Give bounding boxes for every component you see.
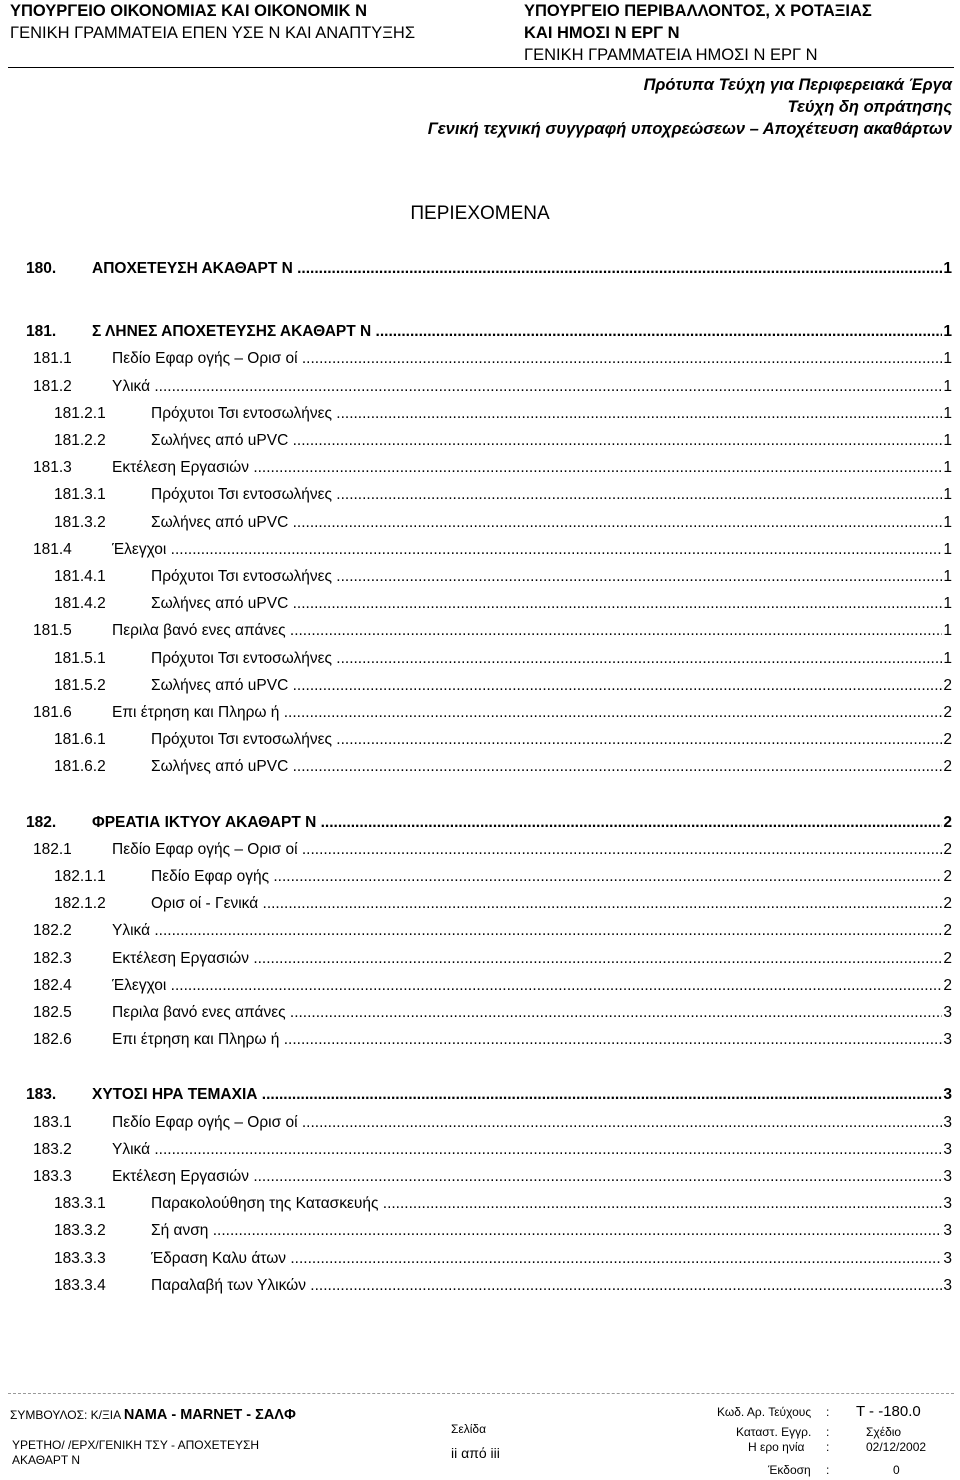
toc-entry[interactable] (0, 948, 960, 970)
toc-entry-page: 2 (942, 675, 952, 697)
ministry-environment: ΥΠΟΥΡΓΕΙΟ ΠΕΡΙΒΑΛΛΟΝΤΟΣ, Χ ΡΟΤΑΞΙΑΣ (524, 2, 872, 20)
toc-entry-title: Υλικά ..... (112, 1139, 942, 1161)
toc-entry-number: 181.5.1 (54, 649, 106, 667)
toc-entry-title: Περιλα βανό ενες απάνες ..... (112, 1002, 942, 1024)
catalog-value: Σχέδιο (866, 1425, 902, 1439)
toc-entry[interactable] (0, 812, 960, 834)
edition-value: 0 (893, 1463, 900, 1477)
toc-entry-title: Επι έτρηση και Πληρω ή ..... (112, 702, 942, 724)
toc-entry-page: 2 (942, 729, 952, 751)
toc-entry-title: Εκτέλεση Εργασιών ..... (112, 457, 942, 479)
toc-entry[interactable] (0, 975, 960, 997)
toc-entry-title: Πρόχυτοι Τσι εντοσωλήνες ..... (151, 566, 942, 588)
doc-type-title: Τεύχη δη οπράτησης (787, 98, 952, 116)
toc-entry-title: Σή ανση ..... (151, 1220, 942, 1242)
toc-entry[interactable] (0, 539, 960, 561)
toc-entry-page: 3 (942, 1166, 952, 1188)
code-colon: : (826, 1405, 830, 1419)
header-left (10, 0, 415, 44)
page-footer (0, 1400, 960, 1480)
toc-entry-page: 1 (942, 321, 952, 343)
toc-entry-number: 182.1 (33, 840, 72, 858)
toc-entry-number: 183.3.3 (54, 1249, 106, 1267)
toc-entry-page: 3 (942, 1112, 952, 1134)
toc-entry[interactable] (0, 675, 960, 697)
toc-entry-number: 181.6.2 (54, 758, 106, 776)
toc-entry-title: Έλεγχοι ..... (112, 975, 942, 997)
code-value: Τ - -180.0 (856, 1403, 921, 1420)
toc-entry-number: 182.4 (33, 976, 72, 994)
toc-entry-page: 1 (942, 376, 952, 398)
toc-entry-number: 182. (26, 813, 57, 831)
toc-entry-number: 183.3.1 (54, 1195, 106, 1213)
toc-entry[interactable] (0, 1002, 960, 1024)
header-right (524, 0, 872, 66)
toc-entry[interactable] (0, 1139, 960, 1161)
toc-entry-page: 2 (942, 702, 952, 724)
footer-divider (8, 1393, 954, 1394)
toc-entry-title: Πρόχυτοι Τσι εντοσωλήνες ..... (151, 648, 942, 670)
toc-entry-page: 2 (942, 948, 952, 970)
toc-entry[interactable] (0, 457, 960, 479)
toc-heading: ΠΕΡΙΕΧΟΜΕΝΑ (410, 203, 550, 224)
toc-entry-page: 1 (942, 566, 952, 588)
toc-entry-page: 2 (942, 866, 952, 888)
toc-entry[interactable] (0, 512, 960, 534)
toc-entry-page: 1 (942, 348, 952, 370)
toc-entry-page: 2 (942, 812, 952, 834)
toc-entry-number: 180. (26, 260, 57, 277)
toc-entry-title: Πεδίο Εφαρ ογής – Ορισ οί ..... (112, 839, 942, 861)
toc-entry-page: 1 (942, 648, 952, 670)
toc-entry[interactable] (0, 1275, 960, 1297)
ministry-environment-cont: ΚΑΙ ΗΜΟΣΙ Ν ΕΡΓ Ν (524, 24, 680, 42)
toc-entry-title: Σωλήνες από uPVC ..... (151, 593, 942, 615)
toc-entry[interactable] (0, 1112, 960, 1134)
toc-entry-title: Σωλήνες από uPVC ..... (151, 675, 942, 697)
edition-colon: : (826, 1463, 830, 1477)
toc-entry-title: Πεδίο Εφαρ ογής – Ορισ οί ..... (112, 348, 942, 370)
secretariat-investments: ΓΕΝΙΚΗ ΓΡΑΜΜΑΤΕΙΑ ΕΠΕΝ ΥΣΕ Ν ΚΑΙ ΑΝΑΠΤΥΞΗΣ (10, 24, 416, 42)
toc-entry[interactable] (0, 920, 960, 942)
toc-entry-title: Σωλήνες από uPVC ..... (151, 512, 942, 534)
toc-entry[interactable] (0, 321, 960, 343)
toc-entry-number: 181.5 (33, 622, 72, 640)
doc-series-title: Πρότυπα Τεύχη για Περιφερειακά Έργα (643, 76, 952, 94)
toc-entry-number: 182.1.2 (54, 895, 106, 913)
edition-label: Έκδοση (768, 1463, 811, 1477)
doc-subject-title: Γενική τεχνική συγγραφή υποχρεώσεων – Αποχέτευση ακαθάρτων (427, 120, 952, 138)
toc-entry-number: 181.4 (33, 540, 72, 558)
toc-entry[interactable] (0, 729, 960, 751)
consultant (10, 1407, 296, 1423)
toc-entry-page: 1 (942, 620, 952, 642)
toc-entry[interactable] (0, 348, 960, 370)
ministry-economy: ΥΠΟΥΡΓΕΙΟ ΟΙΚΟΝΟΜΙΑΣ ΚΑΙ ΟΙΚΟΝΟΜΙΚ Ν (10, 2, 368, 20)
toc-entry-title: Πρόχυτοι Τσι εντοσωλήνες ..... (151, 403, 942, 425)
toc-entry[interactable] (0, 1220, 960, 1242)
page-value: ii από iii (451, 1445, 500, 1461)
toc-entry-number: 182.1.1 (54, 868, 106, 885)
toc-entry-title: ΦΡΕΑΤΙΑ ΙΚΤΥΟΥ ΑΚΑΘΑΡΤ Ν ..... (92, 812, 942, 834)
toc-entry-number: 183. (26, 1086, 57, 1104)
toc-entry[interactable] (0, 1248, 960, 1270)
toc-entry-page: 2 (942, 839, 952, 861)
toc-entry-number: 182.3 (33, 949, 72, 967)
catalog-label: Καταστ. Εγγρ. (736, 1425, 812, 1439)
toc-entry-number: 181.5.2 (54, 676, 106, 694)
toc-entry-number: 181.6 (33, 704, 72, 721)
toc-entry-page: 1 (942, 403, 952, 425)
toc-entry[interactable] (0, 648, 960, 670)
toc-entry-title: Επι έτρηση και Πληρω ή ..... (112, 1029, 942, 1051)
toc-entry[interactable] (0, 866, 960, 888)
toc-entry[interactable] (0, 1166, 960, 1188)
toc-entry-title: Παραλαβή των Υλικών ..... (151, 1275, 942, 1297)
header-divider (8, 67, 954, 68)
page-label: Σελίδα (451, 1422, 487, 1436)
toc-entry[interactable] (0, 1029, 960, 1051)
toc-entry[interactable] (0, 258, 960, 280)
toc-entry[interactable] (0, 593, 960, 615)
toc-entry-title: Περιλα βανό ενες απάνες ..... (112, 620, 942, 642)
toc-entry-number: 181.4.2 (54, 595, 106, 613)
toc-entry-page: 2 (942, 920, 952, 942)
toc-entry-title: Σωλήνες από uPVC ..... (151, 430, 942, 452)
toc-entry-page: 2 (942, 975, 952, 997)
toc-entry[interactable] (0, 839, 960, 861)
dept-line1: ΥΡΕΤΗΟ/ /ΕΡΧ/ΓΕΝΙΚΗ ΤΣΥ - ΑΠΟΧΕΤΕΥΣΗ (12, 1438, 260, 1452)
toc-entry[interactable] (0, 484, 960, 506)
toc-entry-number: 183.3.2 (54, 1222, 106, 1240)
consultant-label: ΣΥΜΒΟΥΛΟΣ: Κ/ΞΙΑ (10, 1408, 121, 1422)
toc-entry-page: 1 (942, 512, 952, 534)
toc-entry[interactable] (0, 756, 960, 778)
toc-entry-page: 1 (942, 539, 952, 561)
toc-entry[interactable] (0, 403, 960, 425)
toc-entry-title: Ορισ οί - Γενικά ..... (151, 893, 942, 915)
code-label: Κωδ. Αρ. Τεύχους (717, 1405, 812, 1419)
toc-entry-page: 2 (942, 893, 952, 915)
toc-entry-title: Πεδίο Εφαρ ογής ..... (151, 866, 942, 888)
toc-entry-page: 3 (942, 1275, 952, 1297)
date-value: 02/12/2002 (866, 1440, 927, 1454)
toc-entry-title: Έδραση Καλυ άτων ..... (151, 1248, 942, 1270)
toc-entry[interactable] (0, 566, 960, 588)
toc-entry-title: Πρόχυτοι Τσι εντοσωλήνες ..... (151, 484, 942, 506)
toc-entry[interactable] (0, 893, 960, 915)
toc-entry-page: 3 (942, 1002, 952, 1024)
toc-entry[interactable] (0, 376, 960, 398)
date-label: Η ερο ηνία (748, 1440, 805, 1454)
toc-entry-number: 181.3.1 (54, 486, 106, 504)
document-titles (428, 74, 952, 140)
dept-line2: ΑΚΑΘΑΡΤ Ν (12, 1453, 80, 1467)
toc-entry-number: 181.2.2 (54, 432, 106, 449)
toc-entry-page: 3 (942, 1084, 952, 1106)
toc-entry-number: 181.1 (33, 350, 72, 368)
toc-entry-page: 1 (942, 593, 952, 615)
toc-entry-title: Υλικά ..... (112, 920, 942, 942)
toc-entry-page: 3 (942, 1248, 952, 1270)
toc-entry-number: 181.2 (33, 377, 72, 395)
toc-entry-page: 2 (942, 756, 952, 778)
toc-entry-title: Πρόχυτοι Τσι εντοσωλήνες ..... (151, 729, 942, 751)
toc-entry-number: 181. (26, 323, 57, 341)
toc-entry-number: 181.3.2 (54, 513, 106, 531)
toc-entry-number: 181.6.1 (54, 731, 106, 749)
toc-entry-page: 1 (942, 457, 952, 479)
consultant-name: ΝΑΜΑ - MARNET - ΣΑΛΦ (123, 1407, 296, 1423)
toc-entry-title: Εκτέλεση Εργασιών ..... (112, 1166, 942, 1188)
toc-entry-page: 3 (942, 1220, 952, 1242)
secretariat-public-works: ΓΕΝΙΚΗ ΓΡΑΜΜΑΤΕΙΑ ΗΜΟΣΙ Ν ΕΡΓ Ν (524, 46, 818, 64)
toc-entry-title: Πεδίο Εφαρ ογής – Ορισ οί ..... (112, 1112, 942, 1134)
toc-entry-page: 3 (942, 1193, 952, 1215)
toc-entry-title: Εκτέλεση Εργασιών ..... (112, 948, 942, 970)
toc-entry-page: 1 (942, 258, 952, 280)
toc-entry-number: 182.2 (33, 922, 72, 940)
toc-entry-number: 181.3 (33, 459, 72, 477)
toc-entry-number: 183.2 (33, 1140, 72, 1158)
toc-entry-number: 181.2.1 (54, 404, 106, 422)
toc-entry[interactable] (0, 1084, 960, 1106)
toc-entry-number: 181.4.1 (54, 568, 106, 585)
toc-entry[interactable] (0, 702, 960, 724)
toc-entry-number: 183.3 (33, 1168, 72, 1185)
toc-entry-title: Σ ΛΗΝΕΣ ΑΠΟΧΕΤΕΥΣΗΣ ΑΚΑΘΑΡΤ Ν ..... (92, 321, 942, 343)
toc-entry-number: 183.1 (33, 1113, 72, 1131)
catalog-colon: : (826, 1425, 830, 1439)
toc-entry-page: 3 (942, 1029, 952, 1051)
toc-entry-title: ΑΠΟΧΕΤΕΥΣΗ ΑΚΑΘΑΡΤ Ν ..... (92, 258, 942, 280)
toc-entry-page: 1 (942, 430, 952, 452)
toc-entry-title: Σωλήνες από uPVC ..... (151, 756, 942, 778)
toc-entry-number: 182.5 (33, 1004, 72, 1021)
toc-entry[interactable] (0, 620, 960, 642)
date-colon: : (826, 1440, 830, 1454)
toc-entry-number: 183.3.4 (54, 1276, 106, 1294)
toc-entry-number: 182.6 (33, 1031, 72, 1049)
toc-entry-title: ΧΥΤΟΣΙ ΗΡΑ ΤΕΜΑΧΙΑ ..... (92, 1084, 942, 1106)
toc-entry-title: Υλικά ..... (112, 376, 942, 398)
toc-entry-title: Έλεγχοι ..... (112, 539, 942, 561)
toc-entry-page: 1 (942, 484, 952, 506)
toc-entry[interactable] (0, 430, 960, 452)
toc-entry-page: 3 (942, 1139, 952, 1161)
toc-entry-title: Παρακολούθηση της Κατασκευής ..... (151, 1193, 942, 1215)
toc-entry[interactable] (0, 1193, 960, 1215)
